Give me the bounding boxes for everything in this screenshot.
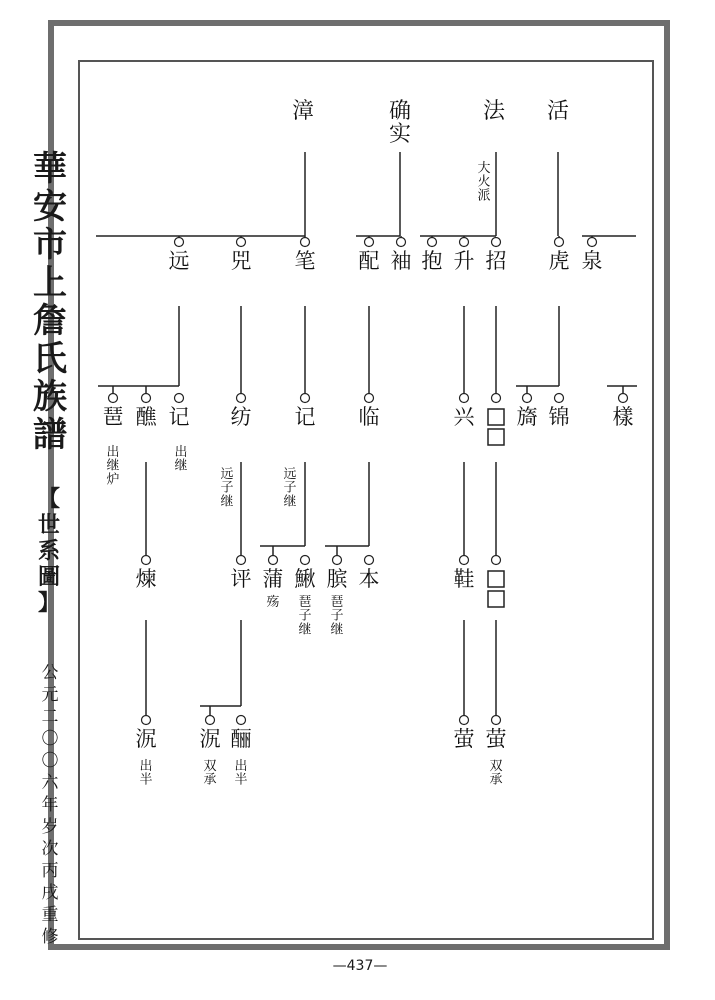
title-char: 市: [33, 225, 67, 265]
lineage-note: 子: [220, 480, 234, 496]
person-marker: [365, 556, 374, 565]
lineage-note: 琶: [330, 595, 344, 610]
title-char: 安: [33, 187, 67, 227]
note-char: 公: [41, 663, 59, 683]
person-name-gen3: 鰍: [294, 567, 316, 591]
lineage-note: 殇: [266, 595, 280, 610]
person-marker: [142, 556, 151, 565]
person-name-gen2: 兴: [453, 405, 475, 429]
person-marker: [619, 394, 628, 403]
person-name-gen1: 抱: [421, 249, 443, 273]
title-char: 詹: [33, 301, 67, 341]
ancestor-name: 法: [482, 99, 506, 124]
person-name-gen2: 醮: [135, 405, 157, 429]
tree-lines: [96, 152, 637, 720]
note-char: 二: [41, 707, 59, 727]
person-marker: [237, 556, 246, 565]
person-name-gen4: 泦: [135, 727, 157, 751]
note-char: 岁: [41, 817, 59, 837]
person-name-gen2: 旖: [516, 405, 538, 429]
person-name-gen2: 临: [358, 405, 380, 429]
person-name-gen1: 招: [485, 249, 507, 273]
person-name-gen4: 泦: [199, 727, 221, 751]
person-name-gen1: 配: [358, 249, 380, 273]
note-char: 重: [41, 905, 59, 925]
note-char: 元: [41, 685, 59, 705]
unknown-name-box: [488, 409, 504, 425]
person-name-gen3: 本: [358, 567, 380, 591]
lineage-note: 远: [220, 467, 234, 482]
lineage-note: 出: [174, 445, 188, 460]
note-char: 〇: [41, 729, 59, 749]
person-marker: [555, 238, 564, 247]
person-marker: [333, 556, 342, 565]
section-char: 【: [37, 486, 60, 512]
lineage-note: 子: [283, 480, 297, 496]
person-marker: [109, 394, 118, 403]
person-name-gen1: 泉: [581, 249, 603, 273]
section-char: 世: [37, 512, 60, 538]
person-name-gen2: 樣: [612, 405, 634, 429]
lineage-note: 双: [489, 759, 503, 774]
person-marker: [175, 394, 184, 403]
ancestor-name: 实: [388, 122, 412, 148]
person-marker: [397, 238, 406, 247]
lineage-note: 出: [139, 759, 153, 774]
person-name-gen3: 煉: [135, 567, 157, 591]
person-marker: [175, 238, 184, 247]
note-char: 戌: [41, 883, 59, 903]
lineage-note: 子: [298, 608, 312, 624]
person-marker: [206, 716, 215, 725]
ancestor-name: 漳: [291, 99, 315, 124]
person-marker: [492, 716, 501, 725]
note-char: 丙: [41, 861, 59, 881]
person-marker: [301, 556, 310, 565]
lineage-note: 继: [283, 494, 297, 510]
lineage-note: 炉: [106, 472, 120, 488]
tree-markers: [109, 238, 628, 725]
person-marker: [588, 238, 597, 247]
person-name-gen1: 虎: [548, 249, 570, 273]
section-char: 系: [37, 538, 60, 564]
lineage-note: 继: [298, 622, 312, 638]
lineage-note: 承: [203, 772, 217, 788]
person-name-gen1: 袖: [390, 249, 412, 273]
section-char: 圖: [37, 564, 60, 590]
note-char: 〇: [41, 751, 59, 771]
person-name-gen2: 纺: [230, 405, 252, 429]
lineage-note: 出: [234, 759, 248, 774]
lineage-note: 半: [234, 772, 248, 788]
person-name-gen2: 记: [294, 405, 316, 429]
note-char: 修: [41, 927, 59, 947]
lineage-note: 琶: [298, 595, 312, 610]
person-name-gen4: 酾: [230, 727, 252, 751]
lineage-note: 继: [174, 458, 188, 474]
title-char: 上: [33, 263, 67, 303]
person-marker: [301, 394, 310, 403]
lineage-note: 继: [106, 458, 120, 474]
note-char: 次: [41, 839, 59, 859]
person-marker: [555, 394, 564, 403]
lineage-note: 远: [283, 467, 297, 482]
lineage-note: 大: [477, 161, 491, 176]
person-name-gen1: 笔: [294, 249, 316, 273]
ancestor-name: 确: [388, 99, 412, 124]
title-char: 氏: [33, 339, 67, 379]
person-marker: [460, 394, 469, 403]
person-marker: [142, 394, 151, 403]
person-marker: [142, 716, 151, 725]
lineage-note: 半: [139, 772, 153, 788]
lineage-note: 出: [106, 445, 120, 460]
title-char: 譜: [33, 415, 67, 455]
person-marker: [460, 556, 469, 565]
section-char: 】: [37, 590, 60, 616]
person-marker: [460, 238, 469, 247]
note-char: 年: [41, 795, 59, 815]
person-marker: [237, 716, 246, 725]
lineage-note: 双: [203, 759, 217, 774]
lineage-note: 派: [477, 188, 491, 204]
lineage-note: 火: [477, 174, 491, 190]
lineage-note: 子: [330, 608, 344, 624]
person-name-gen4: 萤: [453, 727, 475, 751]
person-name-gen4: 萤: [485, 727, 507, 751]
unknown-name-box: [488, 429, 504, 445]
person-name-gen2: 记: [168, 405, 190, 429]
person-name-gen3: 评: [230, 567, 252, 591]
person-marker: [428, 238, 437, 247]
person-marker: [523, 394, 532, 403]
person-marker: [269, 556, 278, 565]
person-marker: [492, 238, 501, 247]
page-number: —437—: [332, 958, 388, 974]
unknown-name-box: [488, 591, 504, 607]
person-marker: [365, 394, 374, 403]
person-marker: [237, 238, 246, 247]
unknown-name-box: [488, 571, 504, 587]
ancestor-name: 活: [546, 99, 570, 124]
person-name-gen2: 琶: [102, 405, 124, 429]
person-marker: [365, 238, 374, 247]
person-marker: [301, 238, 310, 247]
tree-labels: [103, 99, 634, 788]
person-marker: [237, 394, 246, 403]
person-marker: [492, 394, 501, 403]
person-name-gen1: 兕: [230, 249, 252, 273]
note-char: 六: [41, 773, 59, 793]
lineage-note: 继: [330, 622, 344, 638]
person-marker: [460, 716, 469, 725]
person-name-gen1: 升: [453, 249, 475, 273]
title-char: 族: [33, 377, 67, 417]
person-name-gen3: 膑: [326, 567, 348, 591]
lineage-note: 继: [220, 494, 234, 510]
title-char: 華: [33, 149, 67, 189]
person-name-gen2: 锦: [548, 405, 570, 429]
person-name-gen3: 鞋: [453, 567, 475, 591]
person-name-gen3: 蒲: [262, 567, 284, 591]
lineage-note: 承: [489, 772, 503, 788]
person-marker: [492, 556, 501, 565]
person-name-gen1: 远: [168, 249, 190, 273]
